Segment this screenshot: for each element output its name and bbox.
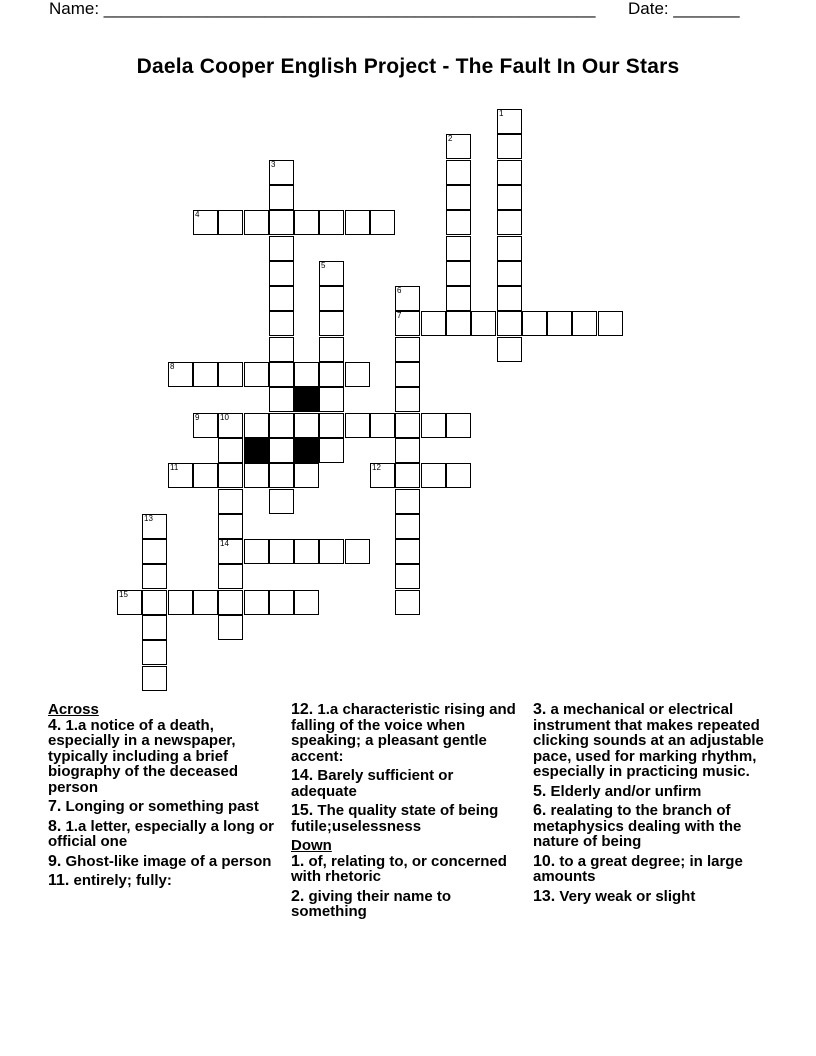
clue-number: 15 [119, 590, 128, 599]
grid-cell[interactable] [294, 210, 319, 235]
grid-cell[interactable] [269, 413, 294, 438]
grid-cell[interactable] [142, 564, 167, 589]
grid-cell[interactable] [395, 387, 420, 412]
grid-cell[interactable] [395, 463, 420, 488]
grid-cell[interactable] [370, 463, 395, 488]
grid-cell[interactable] [168, 362, 193, 387]
grid-cell[interactable] [471, 311, 496, 336]
grid-cell[interactable] [117, 590, 142, 615]
grid-cell[interactable] [319, 311, 344, 336]
grid-cell[interactable] [218, 590, 243, 615]
grid-cell[interactable] [446, 210, 471, 235]
grid-cell[interactable] [269, 337, 294, 362]
block-cell [294, 438, 319, 463]
grid-cell[interactable] [345, 362, 370, 387]
grid-cell[interactable] [395, 514, 420, 539]
grid-cell[interactable] [395, 413, 420, 438]
grid-cell[interactable] [294, 413, 319, 438]
clue-across-11: 11. entirely; fully: [48, 872, 172, 889]
grid-cell[interactable] [244, 463, 269, 488]
grid-cell[interactable] [218, 615, 243, 640]
grid-cell[interactable] [497, 134, 522, 159]
grid-cell[interactable] [370, 413, 395, 438]
clue-across-12: 12. 1.a characteristic rising and falling of the voice when speaking; a pleasant gentle accent: [291, 701, 516, 765]
grid-cell[interactable] [218, 489, 243, 514]
clue-down-10: 10. to a great degree; in large amounts [533, 852, 743, 885]
grid-cell[interactable] [319, 387, 344, 412]
grid-cell[interactable] [395, 337, 420, 362]
grid-cell[interactable] [218, 564, 243, 589]
grid-cell[interactable] [218, 362, 243, 387]
grid-cell[interactable] [497, 311, 522, 336]
grid-cell[interactable] [142, 514, 167, 539]
grid-cell[interactable] [497, 109, 522, 134]
grid-cell[interactable] [269, 185, 294, 210]
grid-cell[interactable] [269, 539, 294, 564]
clue-number: 1 [499, 109, 504, 118]
grid-cell[interactable] [522, 311, 547, 336]
grid-cell[interactable] [269, 362, 294, 387]
block-cell [294, 387, 319, 412]
grid-cell[interactable] [269, 236, 294, 261]
grid-cell[interactable] [345, 539, 370, 564]
grid-cell[interactable] [168, 590, 193, 615]
clue-down-2: 2. giving their name to something [291, 887, 452, 920]
grid-cell[interactable] [218, 438, 243, 463]
grid-cell[interactable] [244, 413, 269, 438]
grid-cell[interactable] [497, 185, 522, 210]
across-heading: Across [48, 701, 99, 718]
clue-number: 3 [271, 160, 276, 169]
grid-cell[interactable] [269, 286, 294, 311]
grid-cell[interactable] [269, 261, 294, 286]
block-cell [244, 438, 269, 463]
grid-cell[interactable] [142, 666, 167, 691]
grid-cell[interactable] [269, 387, 294, 412]
grid-cell[interactable] [395, 564, 420, 589]
grid-cell[interactable] [446, 261, 471, 286]
grid-cell[interactable] [244, 362, 269, 387]
grid-cell[interactable] [244, 590, 269, 615]
grid-cell[interactable] [446, 311, 471, 336]
grid-cell[interactable] [547, 311, 572, 336]
grid-cell[interactable] [497, 286, 522, 311]
clue-across-9: 9. Ghost-like image of a person [48, 852, 272, 870]
grid-cell[interactable] [218, 539, 243, 564]
clues-column-2 [291, 702, 516, 924]
grid-cell[interactable] [142, 640, 167, 665]
grid-cell[interactable] [395, 362, 420, 387]
grid-cell[interactable] [269, 210, 294, 235]
grid-cell[interactable] [598, 311, 623, 336]
grid-cell[interactable] [497, 261, 522, 286]
grid-cell[interactable] [395, 286, 420, 311]
grid-cell[interactable] [269, 489, 294, 514]
clue-number: 8 [170, 362, 175, 371]
grid-cell[interactable] [395, 539, 420, 564]
grid-cell[interactable] [269, 463, 294, 488]
grid-cell[interactable] [446, 413, 471, 438]
grid-cell[interactable] [572, 311, 597, 336]
grid-cell[interactable] [497, 236, 522, 261]
clue-number: 2 [448, 134, 453, 143]
grid-cell[interactable] [319, 210, 344, 235]
grid-cell[interactable] [244, 539, 269, 564]
clue-across-15: 15. The quality state of being futile;uselessness [291, 802, 499, 835]
clue-across-7: 7. Longing or something past [48, 798, 259, 815]
grid-cell[interactable] [193, 210, 218, 235]
grid-cell[interactable] [319, 438, 344, 463]
clue-number: 9 [195, 413, 200, 422]
grid-cell[interactable] [421, 463, 446, 488]
clue-down-5: 5. Elderly and/or unfirm [533, 782, 702, 800]
grid-cell[interactable] [446, 286, 471, 311]
grid-cell[interactable] [421, 413, 446, 438]
grid-cell[interactable] [142, 539, 167, 564]
grid-cell[interactable] [218, 514, 243, 539]
grid-cell[interactable] [395, 489, 420, 514]
grid-cell[interactable] [497, 160, 522, 185]
clue-down-3: 3. a mechanical or electrical instrument that makes repeated clicking sounds at an adjustable pace, used for marking rhythm, especially in practicing music. [533, 701, 764, 780]
grid-cell[interactable] [319, 261, 344, 286]
grid-cell[interactable] [446, 134, 471, 159]
clue-number: 4 [195, 210, 200, 219]
grid-cell[interactable] [395, 311, 420, 336]
grid-cell[interactable] [294, 539, 319, 564]
grid-cell[interactable] [319, 286, 344, 311]
grid-cell[interactable] [319, 539, 344, 564]
clue-number: 6 [397, 286, 402, 295]
grid-cell[interactable] [497, 337, 522, 362]
grid-cell[interactable] [395, 590, 420, 615]
date-field[interactable]: Date: _______ [628, 0, 740, 18]
name-field[interactable]: Name: ____________________________________________________ [49, 0, 596, 18]
grid-cell[interactable] [421, 311, 446, 336]
clue-down-1: 1. of, relating to, or concerned with rhetoric [291, 852, 507, 885]
down-heading: Down [291, 837, 332, 854]
grid-cell[interactable] [319, 337, 344, 362]
clue-number: 5 [321, 261, 326, 270]
clue-across-4: 4. 1.a notice of a death, especially in a newspaper, typically including a brief biography of the deceased person [48, 716, 239, 796]
grid-cell[interactable] [319, 413, 344, 438]
clues-column-3 [533, 702, 768, 908]
grid-cell[interactable] [244, 210, 269, 235]
grid-cell[interactable] [168, 463, 193, 488]
grid-cell[interactable] [497, 210, 522, 235]
grid-cell[interactable] [294, 590, 319, 615]
grid-cell[interactable] [345, 413, 370, 438]
clue-number: 13 [144, 514, 153, 523]
clue-number: 14 [220, 539, 229, 548]
grid-cell[interactable] [218, 413, 243, 438]
clue-number: 12 [372, 463, 381, 472]
grid-cell[interactable] [370, 210, 395, 235]
clue-number: 7 [397, 311, 402, 320]
grid-cell[interactable] [193, 590, 218, 615]
grid-cell[interactable] [269, 438, 294, 463]
grid-cell[interactable] [319, 362, 344, 387]
grid-cell[interactable] [269, 160, 294, 185]
grid-cell[interactable] [269, 590, 294, 615]
grid-cell[interactable] [345, 210, 370, 235]
grid-cell[interactable] [142, 615, 167, 640]
clue-across-14: 14. Barely sufficient or adequate [291, 767, 454, 800]
grid-cell[interactable] [294, 362, 319, 387]
grid-cell[interactable] [446, 463, 471, 488]
grid-cell[interactable] [193, 362, 218, 387]
grid-cell[interactable] [269, 311, 294, 336]
grid-cell[interactable] [218, 210, 243, 235]
clue-down-6: 6. realating to the branch of metaphysics dealing with the nature of being [533, 802, 742, 850]
grid-cell[interactable] [446, 160, 471, 185]
clue-number: 11 [170, 463, 179, 472]
grid-cell[interactable] [142, 590, 167, 615]
clue-down-13: 13. Very weak or slight [533, 887, 696, 905]
grid-cell[interactable] [218, 463, 243, 488]
grid-cell[interactable] [193, 463, 218, 488]
grid-cell[interactable] [446, 185, 471, 210]
clues-column-1 [48, 702, 284, 893]
grid-cell[interactable] [395, 438, 420, 463]
clue-number: 10 [220, 413, 229, 422]
page-title: Daela Cooper English Project - The Fault In Our Stars [136, 55, 680, 78]
grid-cell[interactable] [294, 463, 319, 488]
grid-cell[interactable] [446, 236, 471, 261]
clue-across-8: 8. 1.a letter, especially a long or official one [48, 817, 274, 850]
grid-cell[interactable] [193, 413, 218, 438]
